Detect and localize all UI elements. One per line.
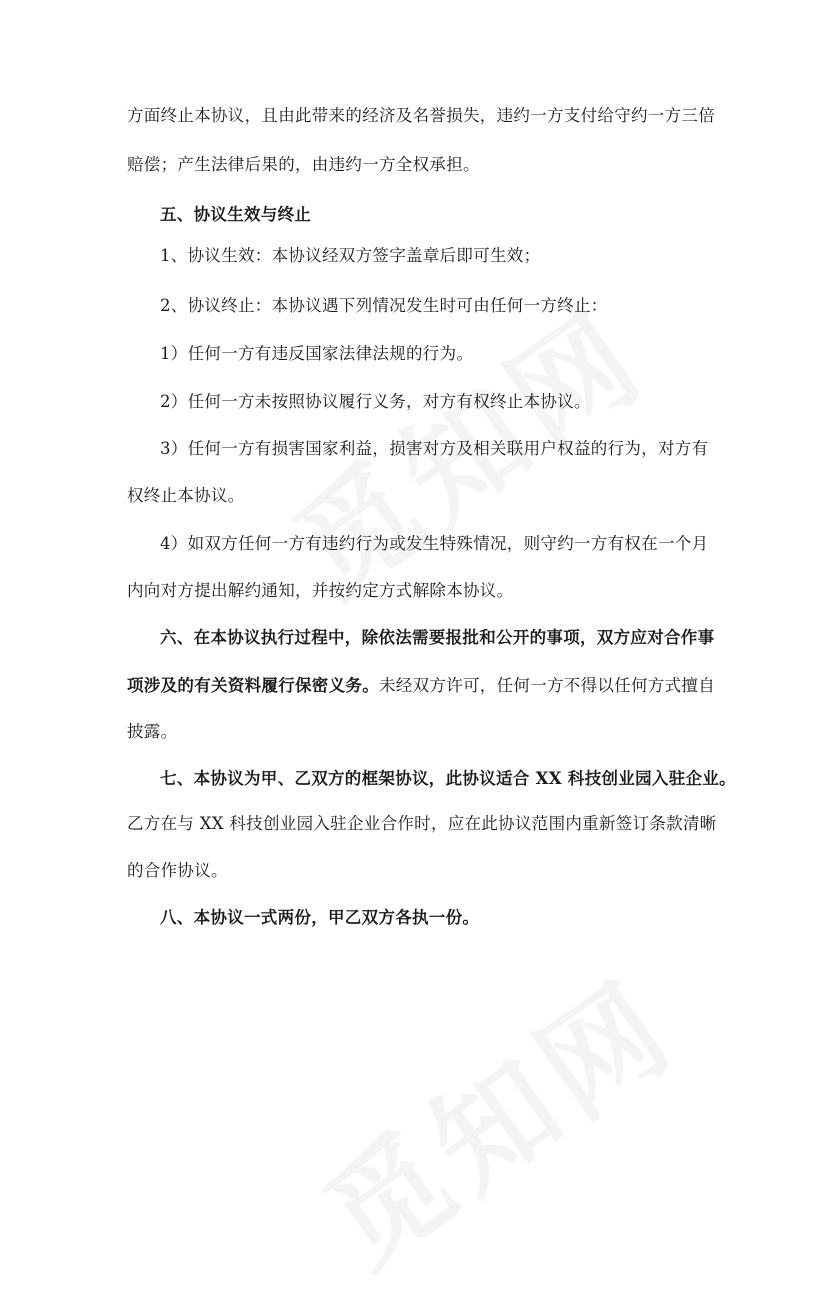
paragraph-line: 方面终止本协议，且由此带来的经济及名誉损失，违约一方支付给守约一方三倍	[127, 106, 715, 125]
section-6-line-3: 披露。	[127, 722, 178, 741]
section-heading-5: 五、协议生效与终止	[160, 205, 312, 224]
termination-item-4: 4）如双方任何一方有违约行为或发生特殊情况，则守约一方有权在一个月	[160, 534, 709, 553]
section-heading-7: 七、本协议为甲、乙双方的框架协议，此协议适合 XX 科技创业园入驻企业。	[160, 769, 736, 788]
section-7-line-2: 乙方在与 XX 科技创业园入驻企业合作时，应在此协议范围内重新签订条款清晰	[127, 814, 717, 833]
termination-item-4-cont: 内向对方提出解约通知，并按约定方式解除本协议。	[127, 581, 514, 600]
section-7-line-3: 的合作协议。	[127, 861, 228, 880]
section-6-line-2	[127, 674, 717, 698]
clause-termination: 2、协议终止：本协议遇下列情况发生时可由任何一方终止：	[160, 296, 608, 315]
clause-effective: 1、协议生效：本协议经双方签字盖章后即可生效；	[160, 246, 541, 265]
termination-item-3: 3）任何一方有损害国家利益，损害对方及相关联用户权益的行为，对方有	[160, 439, 709, 458]
paragraph-line: 赔偿；产生法律后果的，由违约一方全权承担。	[127, 155, 480, 174]
section-6-bold-text: 项涉及的有关资料履行保密义务。	[127, 676, 379, 695]
section-6-normal-text: 未经双方许可，任何一方不得以任何方式擅自	[379, 676, 715, 695]
termination-item-1: 1）任何一方有违反国家法律法规的行为。	[160, 344, 474, 363]
termination-item-3-cont: 权终止本协议。	[127, 486, 245, 505]
watermark-logo-bottom	[286, 934, 704, 1298]
section-heading-6: 六、在本协议执行过程中，除依法需要报批和公开的事项，双方应对合作事	[160, 628, 715, 647]
termination-item-2: 2）任何一方未按照协议履行义务，对方有权终止本协议。	[160, 392, 591, 411]
section-heading-8: 八、本协议一式两份，甲乙双方各执一份。	[160, 908, 480, 927]
